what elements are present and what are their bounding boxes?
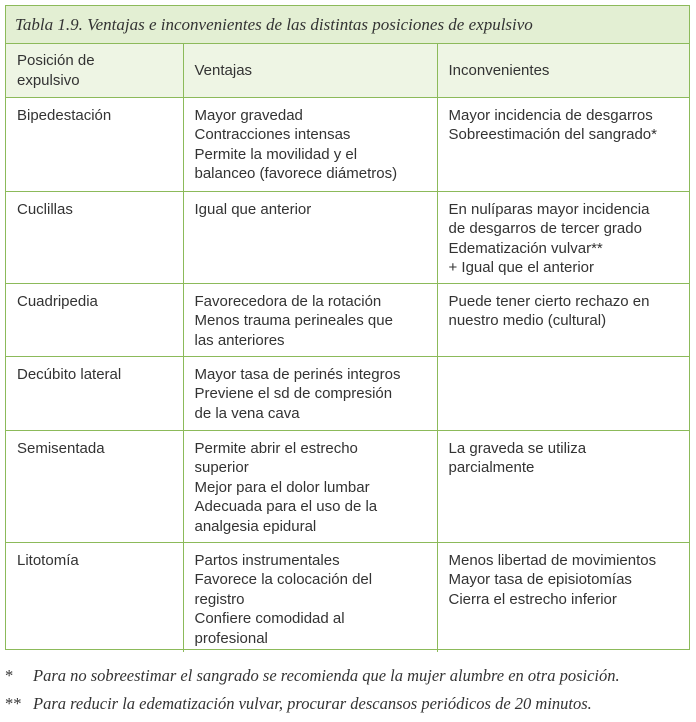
- cell-disadvantages-line: Mayor incidencia de desgarros: [448, 106, 653, 124]
- position-label: Litotomía: [17, 551, 79, 569]
- table-row: [6, 542, 689, 652]
- header-position-line: Posición de: [17, 52, 95, 69]
- footnote-text: Para reducir la edematización vulvar, procurar descansos periódicos de 20 minutos.: [33, 694, 592, 713]
- cell-advantages: [183, 356, 437, 430]
- cell-advantages: [183, 97, 437, 191]
- cell-disadvantages-line: En nulíparas mayor incidencia: [448, 200, 650, 218]
- cell-advantages-line: balanceo (favorece diámetros): [194, 165, 398, 182]
- position-label: Bipedestación: [17, 106, 112, 124]
- cell-advantages-line: de la vena cava: [194, 404, 300, 422]
- table-container: [5, 5, 690, 650]
- cell-disadvantages-line: Menos libertad de movimientos: [448, 551, 657, 569]
- cell-disadvantages: [437, 191, 689, 283]
- cell-advantages-line: Mayor tasa de perinés integros: [194, 365, 401, 383]
- cell-advantages: [183, 283, 437, 356]
- footnotes: [5, 666, 691, 722]
- cell-advantages-line: Partos instrumentales: [194, 551, 340, 569]
- header-disadvantages: [437, 44, 689, 97]
- footnote: [5, 694, 691, 722]
- cell-disadvantages: [437, 542, 689, 652]
- table-row: [6, 430, 689, 542]
- cell-position: [6, 283, 183, 356]
- header-advantages-label: Ventajas: [194, 61, 253, 79]
- cell-position: [6, 542, 183, 652]
- cell-position: [6, 191, 183, 283]
- cell-advantages-line: Adecuada para el uso de la: [194, 498, 378, 515]
- cell-advantages-line: superior: [194, 459, 249, 476]
- cell-disadvantages-line: + Igual que el anterior: [448, 259, 595, 276]
- cell-advantages-line: Permite la movilidad y el: [194, 145, 358, 163]
- positions-table: [6, 44, 689, 652]
- cell-disadvantages-line: Cierra el estrecho inferior: [448, 590, 617, 608]
- footnote-mark: **: [5, 694, 22, 713]
- cell-position: [6, 97, 183, 191]
- cell-disadvantages-line: parcialmente: [448, 459, 535, 476]
- cell-position: [6, 430, 183, 542]
- cell-disadvantages-line: Puede tener cierto rechazo en: [448, 292, 650, 310]
- position-label: Cuadripedia: [17, 292, 98, 310]
- cell-disadvantages: [437, 430, 689, 542]
- header-position-line: expulsivo: [17, 71, 80, 89]
- cell-advantages-line: Mayor gravedad: [194, 106, 303, 124]
- footnote-text: Para no sobreestimar el sangrado se recomienda que la mujer alumbre en otra posición.: [33, 666, 620, 685]
- cell-advantages-line: analgesia epidural: [194, 517, 317, 535]
- footnote-mark: *: [5, 666, 14, 685]
- footnote: [5, 666, 691, 694]
- header-row: [6, 44, 689, 97]
- header-disadvantages-label: Inconvenientes: [448, 61, 550, 79]
- table-title: Tabla 1.9. Ventajas e inconvenientes de las distintas posiciones de expulsivo: [6, 6, 689, 44]
- table-row: [6, 283, 689, 356]
- cell-disadvantages-line: nuestro medio (cultural): [448, 312, 607, 329]
- cell-advantages-line: las anteriores: [194, 331, 285, 349]
- header-advantages: [183, 44, 437, 97]
- cell-advantages: [183, 191, 437, 283]
- cell-advantages-line: registro: [194, 590, 245, 608]
- position-label: Semisentada: [17, 439, 105, 457]
- cell-disadvantages-line: Sobreestimación del sangrado*: [448, 126, 657, 143]
- cell-disadvantages: [437, 283, 689, 356]
- table-row: [6, 97, 689, 191]
- cell-disadvantages-line: La graveda se utiliza: [448, 439, 587, 457]
- cell-advantages-line: profesional: [194, 629, 268, 647]
- position-label: Decúbito lateral: [17, 365, 122, 383]
- cell-advantages: [183, 430, 437, 542]
- cell-disadvantages-line: de desgarros de tercer grado: [448, 220, 642, 237]
- cell-disadvantages-line: Edematización vulvar**: [448, 239, 603, 257]
- cell-advantages-line: Igual que anterior: [194, 200, 312, 218]
- cell-advantages-line: Confiere comodidad al: [194, 610, 345, 627]
- cell-disadvantages: [437, 97, 689, 191]
- cell-advantages-line: Menos trauma perineales que: [194, 312, 393, 329]
- cell-position: [6, 356, 183, 430]
- cell-advantages-line: Mejor para el dolor lumbar: [194, 478, 370, 496]
- header-position: [6, 44, 183, 97]
- cell-advantages: [183, 542, 437, 652]
- cell-advantages-line: Permite abrir el estrecho: [194, 439, 358, 457]
- cell-advantages-line: Favorecedora de la rotación: [194, 292, 382, 310]
- table-row: [6, 356, 689, 430]
- cell-advantages-line: Previene el sd de compresión: [194, 385, 393, 402]
- cell-disadvantages-line: Mayor tasa de episiotomías: [448, 571, 632, 588]
- table-row: [6, 191, 689, 283]
- position-label: Cuclillas: [17, 200, 73, 218]
- cell-advantages-line: Contracciones intensas: [194, 126, 351, 143]
- cell-disadvantages: [437, 356, 689, 430]
- cell-advantages-line: Favorece la colocación del: [194, 571, 373, 588]
